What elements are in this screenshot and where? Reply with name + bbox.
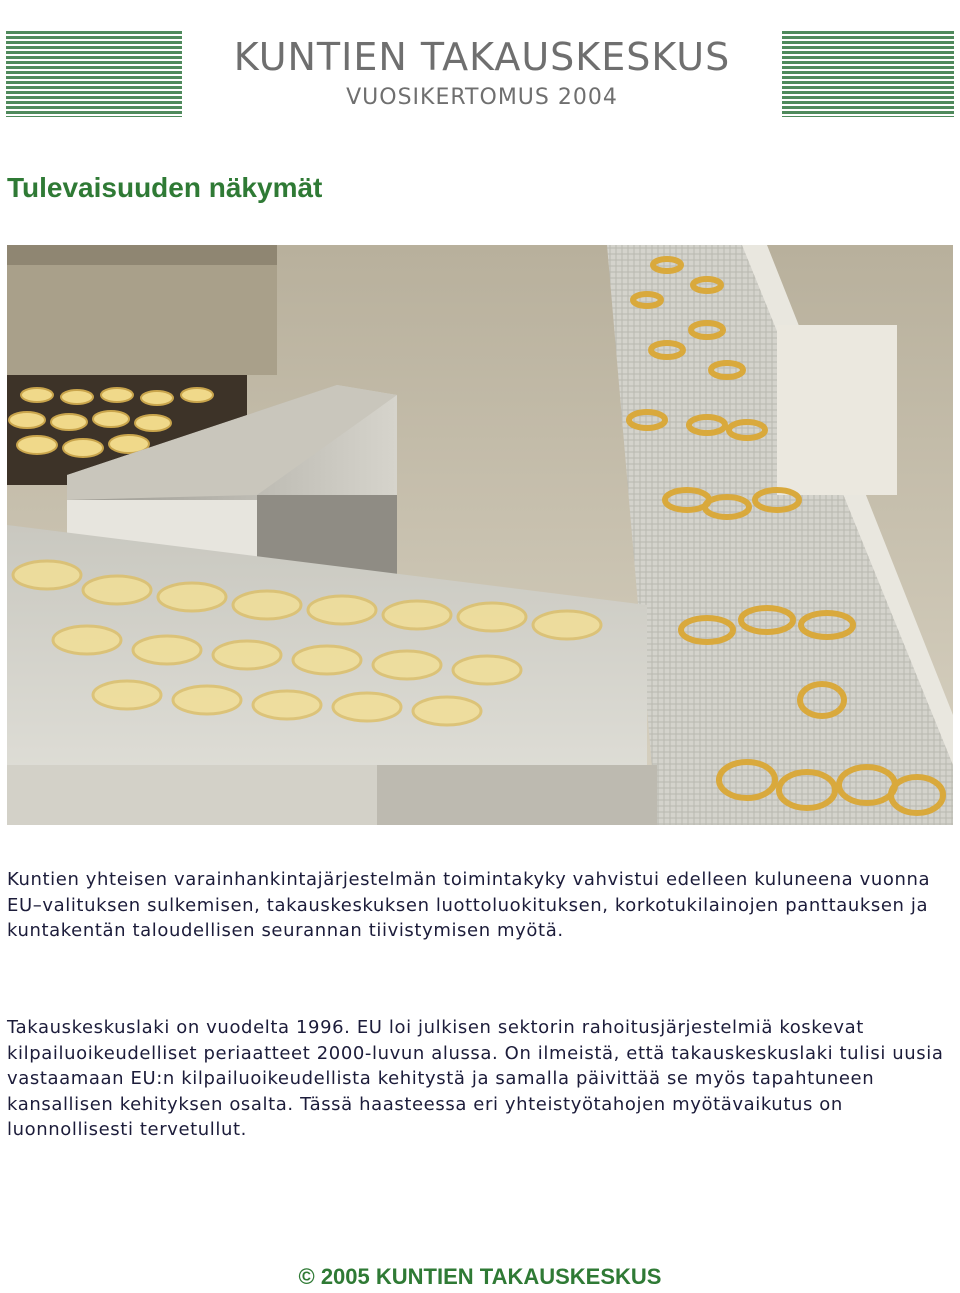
page-title: Tulevaisuuden näkymät bbox=[7, 172, 323, 203]
banner-stripes-right bbox=[782, 31, 954, 117]
bakery-photo bbox=[7, 245, 953, 825]
paragraph-1: Kuntien yhteisen varainhankintajärjestelmän toimintakyky vahvistui edelleen kuluneena vuonna EU–valituksen sulkemisen, takauskeskuksen luottoluokituksen, korkotukilainojen panttauksen ja kuntakentän taloudellisen seurannan tiivistymisen myötä. bbox=[7, 869, 931, 941]
header-banner bbox=[6, 31, 954, 117]
banner-stripes-left bbox=[6, 31, 182, 117]
banner-title: KUNTIEN TAKAUSKESKUS bbox=[233, 35, 731, 79]
paragraph-2: Takauskeskuslaki on vuodelta 1996. EU loi julkisen sektorin rahoitusjärjestelmiä koskevat kilpailuoikeudelliset periaatteet 2000-luvun alussa. On ilmeistä, että takauskeskuslaki tulisi uusia vastaamaan EU:n kilpailuoikeudellista kehitystä ja samalla päivittää se myös tapahtuneen kansallisen kehityksen osalta. Tässä haasteessa eri yhteistyötahojen myötävaikutus on luonnollisesti tervetullut. bbox=[7, 1017, 944, 1140]
copyright-footer: © 2005 KUNTIEN TAKAUSKESKUS bbox=[298, 1264, 662, 1289]
banner-subtitle: VUOSIKERTOMUS 2004 bbox=[346, 85, 618, 110]
